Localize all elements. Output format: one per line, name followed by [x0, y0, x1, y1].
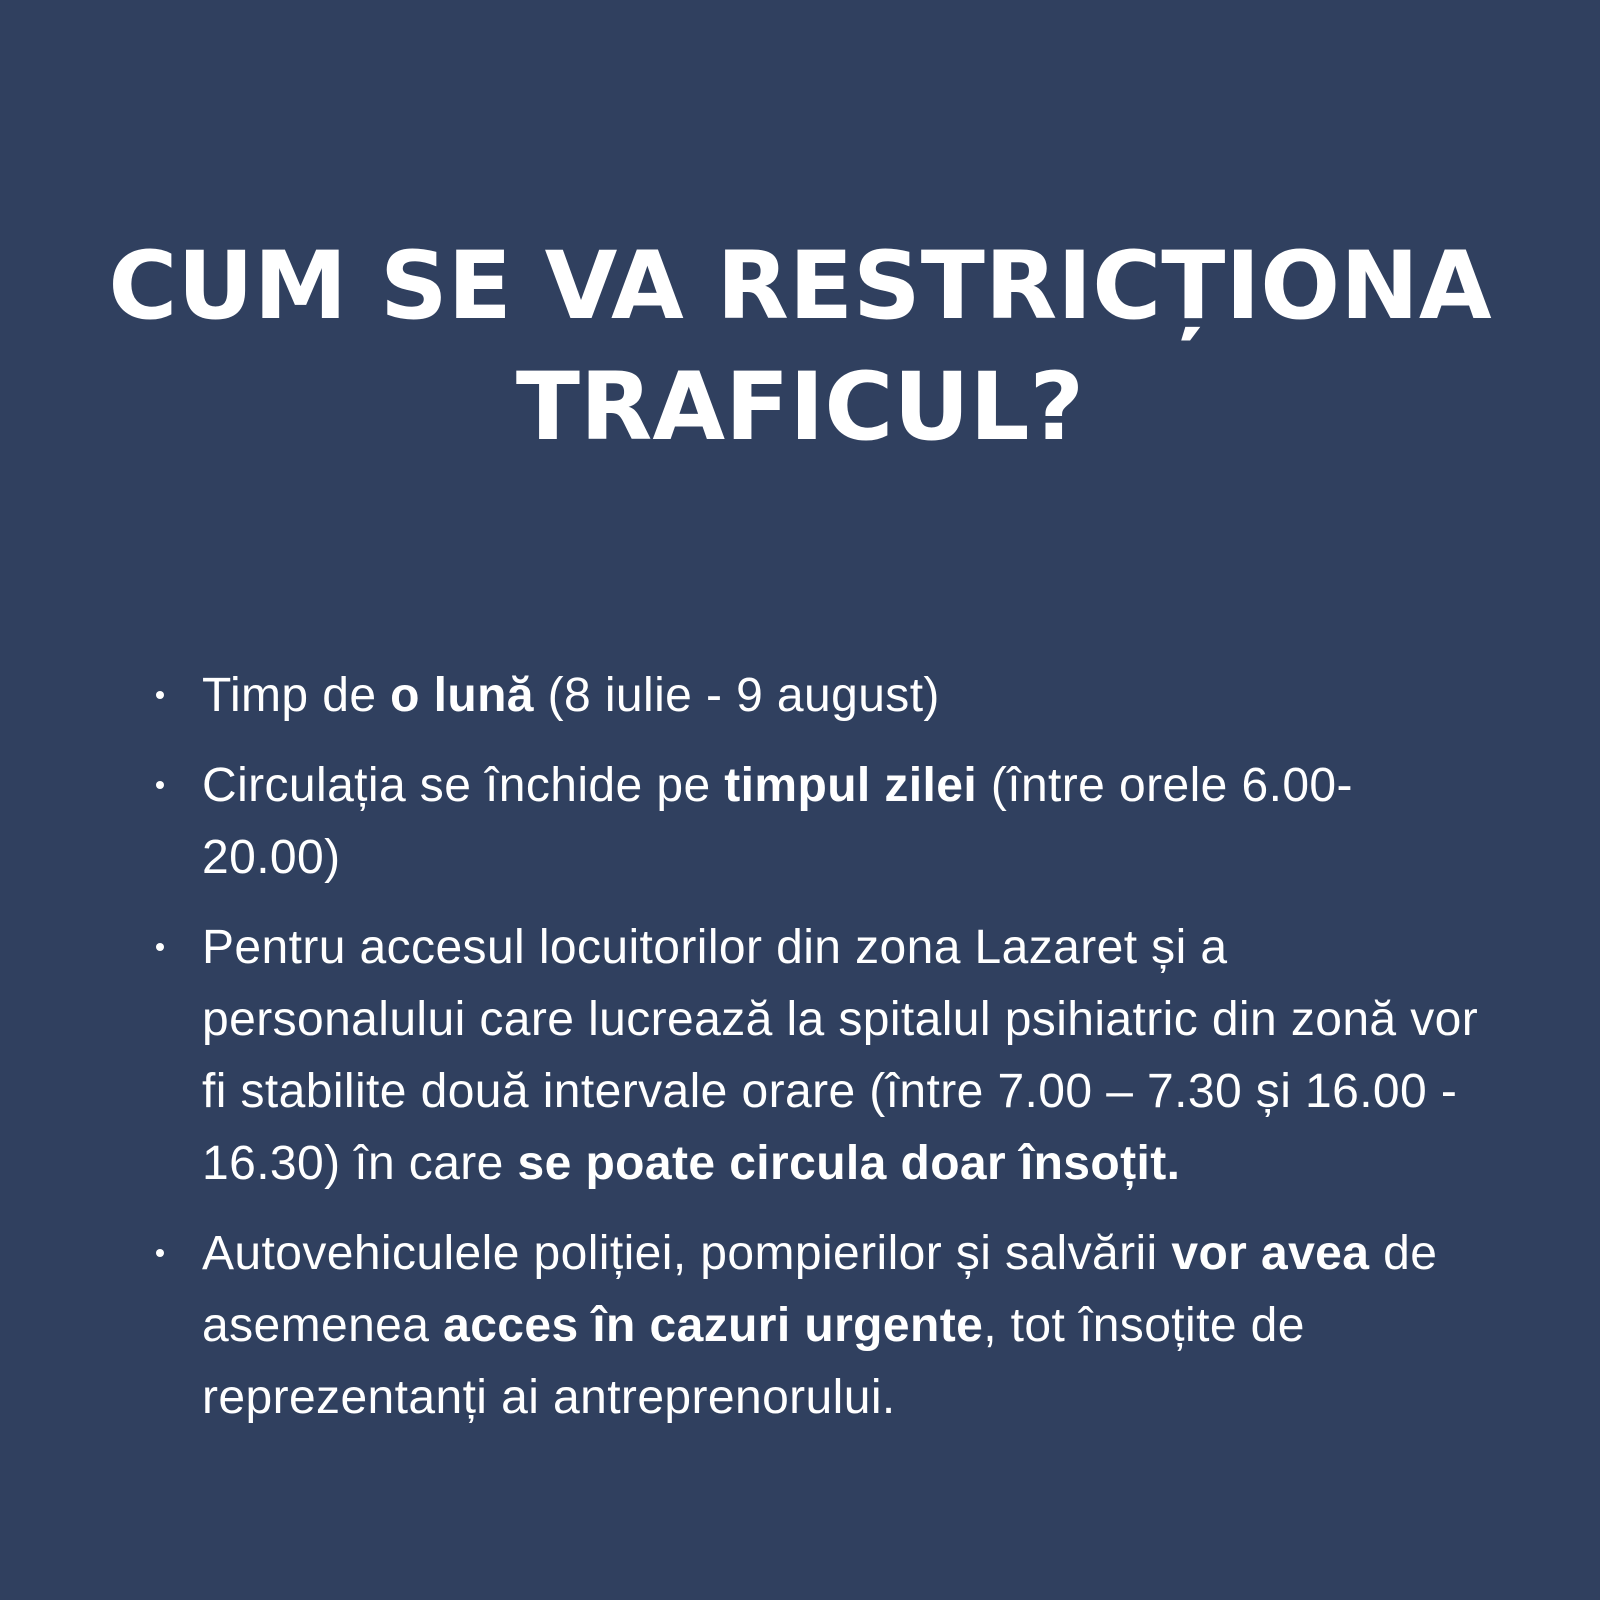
- bold-text-segment: se poate circula doar însoțit.: [517, 1137, 1181, 1190]
- bold-text-segment: o lună: [390, 669, 534, 722]
- title-line-2: TRAFICUL?: [515, 353, 1085, 462]
- text-segment: (8 iulie - 9 august): [533, 669, 940, 722]
- list-item-text: [202, 669, 940, 722]
- text-segment: Timp de: [202, 669, 391, 722]
- list-item-text: [202, 921, 1478, 1190]
- list-item-text: [202, 1227, 1437, 1424]
- bullet-icon: [156, 1249, 164, 1257]
- list-item: [154, 1218, 1484, 1434]
- text-segment: Autovehiculele poliției, pompierilor și salvării: [202, 1227, 1172, 1280]
- bullet-icon: [156, 943, 164, 951]
- restrictions-list: [154, 660, 1484, 1452]
- list-item-text: [202, 759, 1353, 884]
- title-line-1: CUM SE VA RESTRICȚIONA: [108, 232, 1492, 341]
- bullet-icon: [156, 691, 164, 699]
- bold-text-segment: vor avea: [1171, 1227, 1370, 1280]
- list-item: [154, 750, 1484, 894]
- list-item: [154, 660, 1484, 732]
- bold-text-segment: timpul zilei: [724, 759, 978, 812]
- bullet-icon: [156, 781, 164, 789]
- text-segment: de asemenea: [202, 1227, 1438, 1352]
- page-title: [0, 226, 1600, 468]
- text-segment: Pentru accesul locuitorilor din zona Lazaret și a personalului care lucrează la spitalul psihiatric din zonă vor fi stabilite două intervale orare (între 7.00 – 7.30 și 16.00 - 16.30) în care: [202, 921, 1479, 1190]
- list-item: [154, 912, 1484, 1200]
- text-segment: (între orele 6.00- 20.00): [202, 759, 1353, 884]
- text-segment: Circulația se închide pe: [202, 759, 725, 812]
- text-segment: , tot însoțite de reprezentanți ai antreprenorului.: [202, 1299, 1305, 1424]
- bold-text-segment: acces în cazuri urgente: [443, 1299, 984, 1352]
